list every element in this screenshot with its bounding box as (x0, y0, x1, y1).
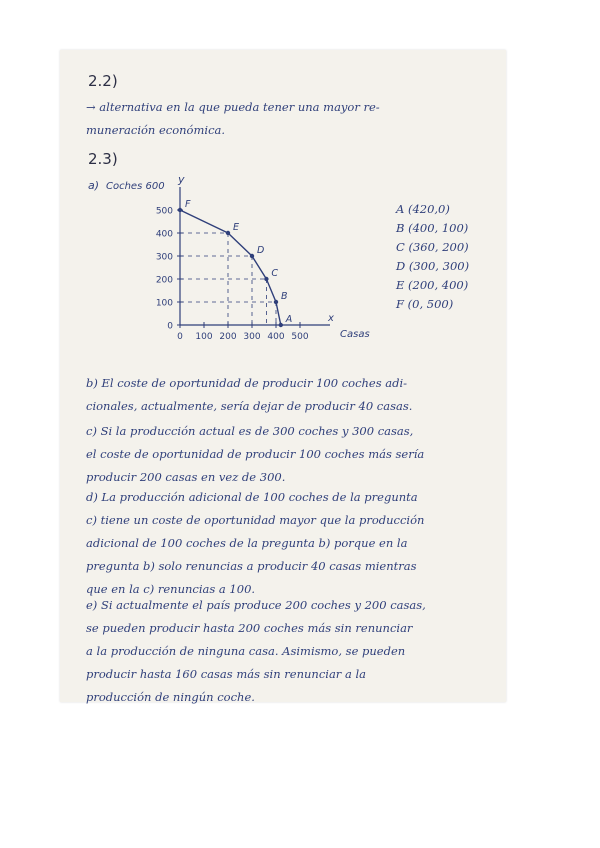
text-line: adicional de 100 coches de la pregunta b) porque en la (86, 536, 408, 550)
point-label: F (185, 199, 191, 210)
x-axis-title: Casas (340, 329, 370, 340)
text-line: muneración económica. (86, 123, 226, 137)
text-line: cionales, actualmente, sería dejar de producir 40 casas. (86, 399, 413, 413)
notebook-page (60, 50, 506, 702)
point-e (226, 231, 230, 235)
point-entry: D (300, 300) (396, 259, 470, 273)
text-line: → alternativa en la que pueda tener una mayor re- (86, 100, 380, 114)
ppf-curve (180, 210, 281, 325)
point-a (279, 323, 283, 327)
point-entry: C (360, 200) (396, 240, 469, 254)
answer-e (86, 594, 426, 709)
text-line: a la producción de ninguna casa. Asimismo, se pueden (86, 644, 406, 658)
point-entry: B (400, 100) (396, 221, 469, 235)
point-d (250, 254, 254, 258)
x-tick-label: 0 (177, 332, 183, 342)
text-line: e) Si actualmente el país produce 200 coches y 200 casas, (86, 598, 426, 612)
graph-part-label: a) (88, 179, 100, 192)
text-line: c) tiene un coste de oportunidad mayor que la producción (86, 513, 425, 527)
x-tick-label: 200 (219, 332, 237, 342)
y-tick-label: 300 (155, 252, 173, 263)
text-line: producir 200 casas en vez de 300. (86, 470, 286, 484)
y-tick-label: 200 (155, 275, 173, 286)
y-tick-label: 0 (167, 321, 173, 332)
point-b (274, 300, 278, 304)
section-2-2-text (86, 96, 380, 142)
text-line: producir hasta 160 casas más sin renunciar a la (86, 667, 366, 681)
text-line: d) La producción adicional de 100 coches de la pregunta (86, 490, 418, 504)
text-line: se pueden producir hasta 200 coches más sin renunciar (86, 621, 413, 635)
text-line: el coste de oportunidad de producir 100 coches más sería (86, 447, 425, 461)
x-tick-label: 100 (195, 332, 213, 342)
text-line: c) Si la producción actual es de 300 coches y 300 casas, (86, 424, 414, 438)
point-entry: E (200, 400) (396, 278, 469, 292)
x-tick-label: 300 (243, 332, 261, 342)
text-line: producción de ningún coche. (86, 690, 255, 704)
section-2-3-heading: 2.3) (88, 150, 118, 168)
x-tick-label: 400 (267, 332, 285, 342)
text-line: b) El coste de oportunidad de producir 100 coches adi- (86, 376, 408, 390)
point-f (178, 208, 182, 212)
point-label: E (233, 222, 240, 233)
point-c (264, 277, 268, 281)
answer-c (86, 420, 424, 489)
y-tick-label: 500 (155, 206, 173, 217)
point-label: D (257, 245, 265, 256)
point-label: B (281, 291, 288, 302)
text-line: que en la c) renuncias a 100. (86, 582, 256, 596)
point-entry: F (0, 500) (396, 297, 454, 311)
point-label: C (271, 268, 279, 279)
point-entry: A (420,0) (396, 202, 450, 216)
section-2-2-heading: 2.2) (88, 72, 118, 90)
points-list (396, 200, 469, 314)
ppf-graph (80, 175, 380, 355)
y-tick-label: 100 (155, 298, 173, 309)
y-tick-label: 400 (155, 229, 173, 240)
answer-d (86, 486, 424, 601)
point-label: A (285, 314, 293, 325)
x-tick-label: 500 (291, 332, 309, 342)
y-axis-title: Coches 600 (106, 181, 165, 192)
text-line: pregunta b) solo renuncias a producir 40 casas mientras (86, 559, 417, 573)
answer-b (86, 372, 412, 418)
x-axis-letter: x (328, 313, 334, 324)
y-axis-letter: y (178, 175, 185, 186)
